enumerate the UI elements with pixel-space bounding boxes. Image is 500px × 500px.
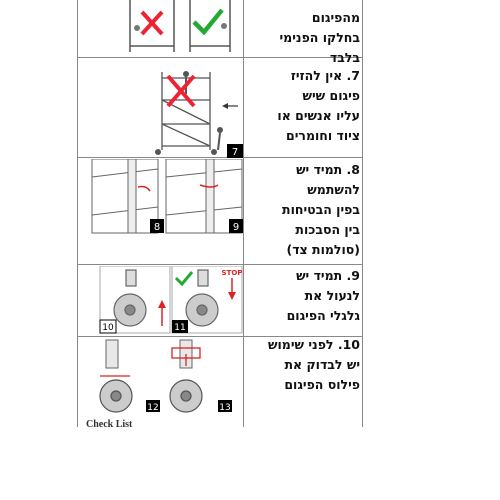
table-right-border — [362, 0, 363, 427]
row-10-line: פילוס הפיגום — [284, 377, 360, 392]
row-10-line: 10. לפני שימוש — [268, 337, 360, 352]
safety-pin-illustration — [82, 159, 244, 235]
row-divider — [77, 264, 363, 265]
row-9-line: 9. תמיד יש — [296, 268, 360, 283]
row-10-line: יש לבדוק את — [284, 357, 360, 372]
correct-check-icon — [194, 10, 222, 32]
row-7-line: פיגום שיש — [302, 88, 360, 103]
row-8-line: 8. תמיד יש — [296, 162, 360, 177]
row-6-line: בלבד — [329, 50, 360, 65]
stop-label: STOP — [221, 269, 243, 277]
row-7-text — [247, 66, 360, 146]
figure-number: 12 — [147, 403, 159, 413]
figure-number: 11 — [174, 323, 186, 333]
row-9-line: גלגלי הפיגום — [286, 308, 360, 323]
row-7-line: 7. אין להזיז — [290, 68, 360, 83]
figure-number: 8 — [153, 222, 161, 233]
footer-check-list: Check List — [86, 419, 133, 430]
lock-wheels-illustration — [82, 266, 244, 334]
table-left-border — [77, 0, 78, 427]
figure-number: 10 — [102, 323, 114, 333]
wrong-cross-icon — [142, 12, 162, 34]
figure-number: 9 — [232, 222, 240, 233]
figure-number: 7 — [231, 147, 239, 158]
row-9-line: לנעול את — [304, 288, 360, 303]
leveling-check-illustration — [82, 338, 244, 418]
moving-loaded-scaffold-illustration — [82, 64, 244, 158]
row-6-line: בחלקו הפנימי — [279, 30, 360, 45]
prohibited-cross-icon — [168, 76, 194, 106]
push-arrow-icon — [222, 103, 238, 109]
row-6-line: מהפיגום — [311, 10, 360, 25]
row-8-line: בין הסבכות — [295, 222, 360, 237]
row-8-text — [247, 160, 360, 260]
row-10-text — [247, 335, 360, 395]
scaffold-inside-climb-illustration — [82, 0, 242, 55]
row-8-line: בפין הבטיחות — [282, 202, 360, 217]
row-7-line: עליו אנשים או — [277, 108, 360, 123]
figure-number: 13 — [219, 403, 231, 413]
row-8-line: (סולמות צד) — [286, 242, 360, 257]
row-6-text — [247, 8, 360, 68]
row-9-text — [247, 266, 360, 326]
row-7-line: ציוד וחומרים — [286, 128, 360, 143]
row-8-line: להשתמש — [307, 182, 360, 197]
